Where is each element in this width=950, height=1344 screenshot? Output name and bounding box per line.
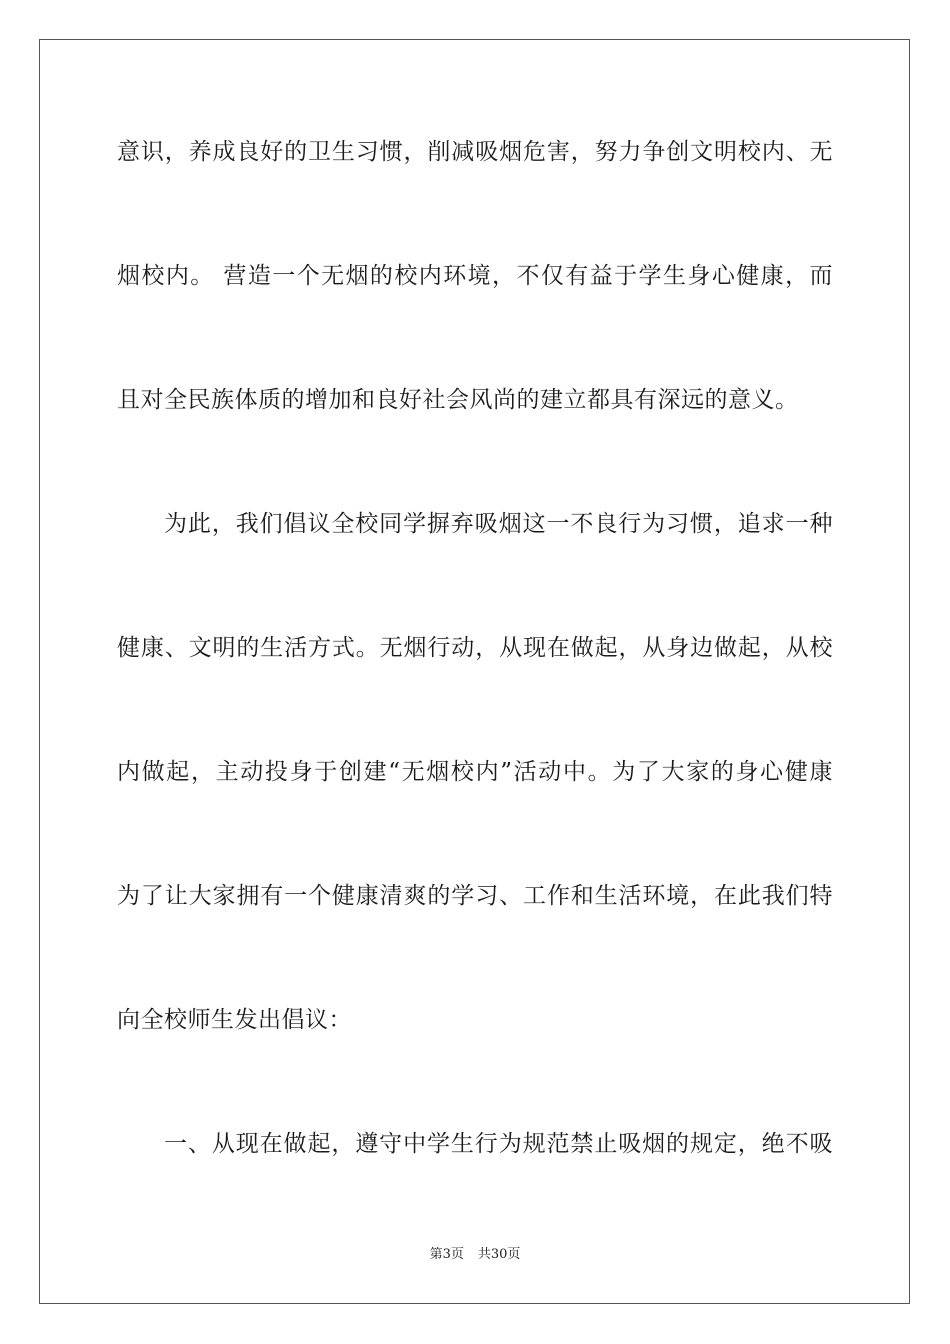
paragraph-line: 为了让大家拥有一个健康清爽的学习、工作和生活环境，在此我们特 [117, 883, 833, 909]
page-number-total: 共30页 [477, 1247, 521, 1262]
paragraph-line: 烟校内。 营造一个无烟的校内环境，不仅有益于学生身心健康，而 [117, 263, 833, 289]
page-number-current: 第3页 [429, 1247, 464, 1262]
paragraph-line: 意识，养成良好的卫生习惯，削减吸烟危害，努力争创文明校内、无 [117, 139, 833, 165]
paragraph-line: 为此，我们倡议全校同学摒弃吸烟这一不良行为习惯，追求一种 [164, 511, 833, 537]
paragraph-line: 且对全民族体质的增加和良好社会风尚的建立都具有深远的意义。 [117, 387, 799, 413]
page-footer [0, 1246, 950, 1264]
paragraph-line: 健康、文明的生活方式。无烟行动，从现在做起，从身边做起，从校 [117, 635, 833, 661]
page-border [39, 39, 910, 1304]
paragraph-line: 内做起，主动投身于创建“无烟校内”活动中。为了大家的身心健康 [117, 759, 833, 785]
paragraph-line: 向全校师生发出倡议： [117, 1007, 352, 1033]
paragraph-line: 一、从现在做起，遵守中学生行为规范禁止吸烟的规定，绝不吸 [164, 1131, 833, 1157]
